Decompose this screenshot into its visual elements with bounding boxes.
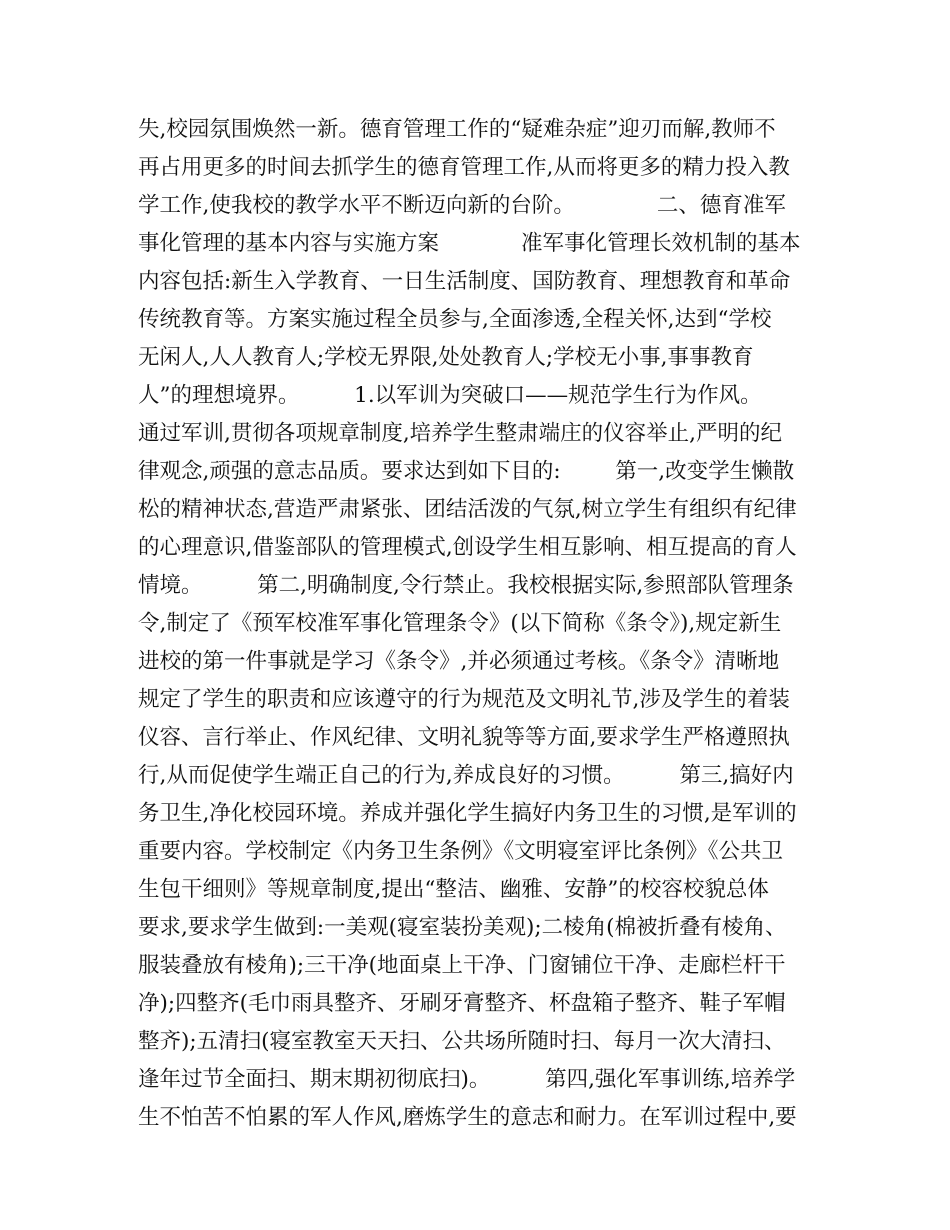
text-line: 整齐);五清扫(寝室教室天天扫、公共场所随时扫、每月一次大清扫、: [138, 1029, 786, 1054]
text-line: 行,从而促使学生端正自己的行为,养成良好的习惯。 第三,搞好内: [138, 763, 794, 788]
text-line: 学工作,使我校的教学水平不断迈向新的台阶。 二、德育准军: [138, 193, 786, 218]
text-line: 事化管理的基本内容与实施方案 准军事化管理长效机制的基本: [138, 231, 801, 256]
text-line: 仪容、言行举止、作风纪律、文明礼貌等等方面,要求学生严格遵照执: [138, 725, 790, 750]
text-line: 再占用更多的时间去抓学生的德育管理工作,从而将更多的精力投入教: [138, 155, 790, 180]
text-line: 重要内容。学校制定《内务卫生条例》《文明寝室评比条例》《公共卫: [138, 839, 784, 864]
text-line: 净);四整齐(毛巾雨具整齐、牙刷牙膏整齐、杯盘箱子整齐、鞋子军帽: [138, 991, 786, 1016]
text-line: 要求,要求学生做到:一美观(寝室装扮美观);二棱角(棉被折叠有棱角、: [138, 915, 787, 940]
text-line: 传统教育等。方案实施过程全员参与,全面渗透,全程关怀,达到“学校: [138, 307, 772, 332]
text-line: 人”的理想境界。 1.以军训为突破口——规范学生行为作风。: [138, 383, 762, 408]
text-line: 律观念,顽强的意志品质。要求达到如下目的: 第一,改变学生懒散: [138, 459, 795, 484]
text-line: 内容包括:新生入学教育、一日生活制度、国防教育、理想教育和革命: [138, 269, 791, 294]
text-line: 令,制定了《预军校准军事化管理条令》(以下简称《条令》),规定新生: [138, 611, 782, 636]
text-line: 逢年过节全面扫、期末期初彻底扫)。 第四,强化军事训练,培养学: [138, 1067, 796, 1092]
text-line: 情境。 第二,明确制度,令行禁止。我校根据实际,参照部队管理条: [138, 573, 794, 598]
text-line: 通过军训,贯彻各项规章制度,培养学生整肃端庄的仪容举止,严明的纪: [138, 421, 783, 446]
text-line: 无闲人,人人教育人;学校无界限,处处教育人;学校无小事,事事教育: [138, 345, 754, 370]
text-line: 务卫生,净化校园环境。养成并强化学生搞好内务卫生的习惯,是军训的: [138, 801, 797, 826]
text-line: 松的精神状态,营造严肃紧张、团结活泼的气氛,树立学生有组织有纪律: [138, 497, 797, 522]
text-line: 失,校园氛围焕然一新。德育管理工作的“疑难杂症”迎刃而解,教师不: [138, 117, 776, 142]
text-line: 进校的第一件事就是学习《条令》,并必须通过考核。《条令》清晰地: [138, 649, 780, 674]
text-line: 规定了学生的职责和应该遵守的行为规范及文明礼节,涉及学生的着装: [138, 687, 790, 712]
text-line: 生不怕苦不怕累的军人作风,磨炼学生的意志和耐力。在军训过程中,要: [138, 1105, 797, 1130]
text-line: 的心理意识,借鉴部队的管理模式,创设学生相互影响、相互提高的育人: [138, 535, 797, 560]
text-line: 服装叠放有棱角);三干净(地面桌上干净、门窗铺位干净、走廊栏杆干: [138, 953, 786, 978]
text-line: 生包干细则》等规章制度,提出“整洁、幽雅、安静”的校容校貌总体: [138, 877, 769, 902]
